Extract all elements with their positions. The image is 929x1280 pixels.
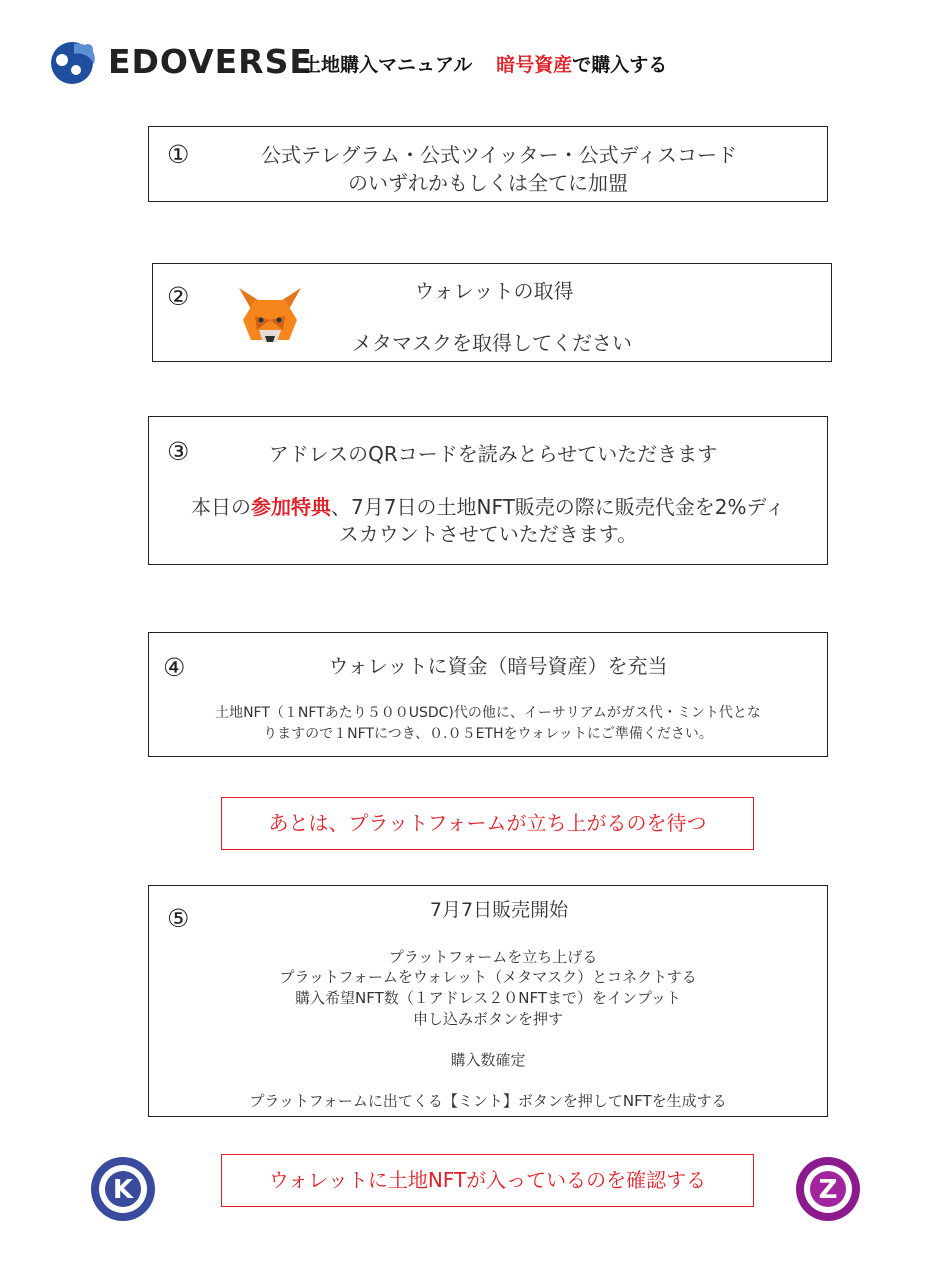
k-badge-icon: [88, 1154, 158, 1224]
title-suffix: で購入する: [572, 54, 668, 76]
z-badge-letter: Z: [818, 1175, 838, 1205]
step-5-line-2: プラットフォームをウォレット（メタマスク）とコネクトする: [279, 968, 697, 986]
step-2-body: メタマスクを取得してください: [352, 331, 632, 355]
check-note-text: ウォレットに土地NFTが入っているのを確認する: [268, 1168, 707, 1192]
step-5-line-4: 申し込みボタンを押す: [412, 1010, 563, 1028]
step-3-body-line-1: [149, 491, 827, 520]
page-title: [302, 50, 667, 77]
step-2-box: [152, 263, 832, 362]
step-3-body-line-2: スカウントさせていただきます。: [338, 522, 638, 546]
step-3-box: [148, 416, 828, 565]
step-3-body-pre: 本日の: [191, 495, 252, 519]
step-number: ①: [167, 140, 190, 169]
step-1-line-1: 公式テレグラム・公式ツイッター・公式ディスコード: [261, 143, 737, 167]
step-4-box: [148, 632, 828, 757]
check-note: [221, 1154, 754, 1207]
wait-note-text: あとは、プラットフォームが立ち上がるのを待つ: [268, 811, 707, 835]
step-4-title: ウォレットに資金（暗号資産）を充当: [328, 654, 668, 678]
edoverse-logo-icon: [44, 36, 100, 86]
step-4-body-line-2: りますので１NFTにつき、０.０５ETHをウォレットにご準備ください。: [263, 726, 713, 742]
step-1-line-2: のいずれかもしくは全てに加盟: [348, 171, 628, 195]
participation-bonus: 参加特典: [251, 495, 332, 519]
step-1-box: [148, 126, 828, 202]
step-3-title: アドレスのQRコードを読みとらせていただきます: [268, 442, 718, 466]
title-highlight: 暗号資産: [496, 54, 573, 76]
step-5-confirm: 購入数確定: [450, 1051, 526, 1069]
step-number: ⑤: [167, 904, 190, 933]
step-number: ②: [167, 282, 190, 311]
step-number: ③: [167, 437, 190, 466]
brand-name: EDOVERSE: [108, 42, 313, 81]
step-2-title: ウォレットの取得: [414, 279, 574, 303]
title-main: 土地購入マニュアル: [302, 54, 473, 76]
step-5-final: プラットフォームに出てくる【ミント】ボタンを押してNFTを生成する: [249, 1092, 727, 1110]
k-badge-letter: K: [112, 1175, 134, 1205]
step-5-box: [148, 885, 828, 1117]
step-5-title: 7月7日販売開始: [429, 899, 569, 921]
wait-note: [221, 797, 754, 850]
step-number: ④: [163, 653, 186, 682]
step-3-body-post: 、7月7日の土地NFT販売の際に販売代金を2%ディ: [331, 495, 785, 519]
step-5-line-1: プラットフォームを立ち上げる: [388, 948, 598, 966]
z-badge-icon: [793, 1154, 863, 1224]
step-4-body-line-1: 土地NFT（１NFTあたり５００USDC)代の他に、イーサリアムがガス代・ミント代とな: [215, 705, 761, 721]
step-5-line-3: 購入希望NFT数（１アドレス２０NFTまで）をインプット: [295, 989, 681, 1007]
